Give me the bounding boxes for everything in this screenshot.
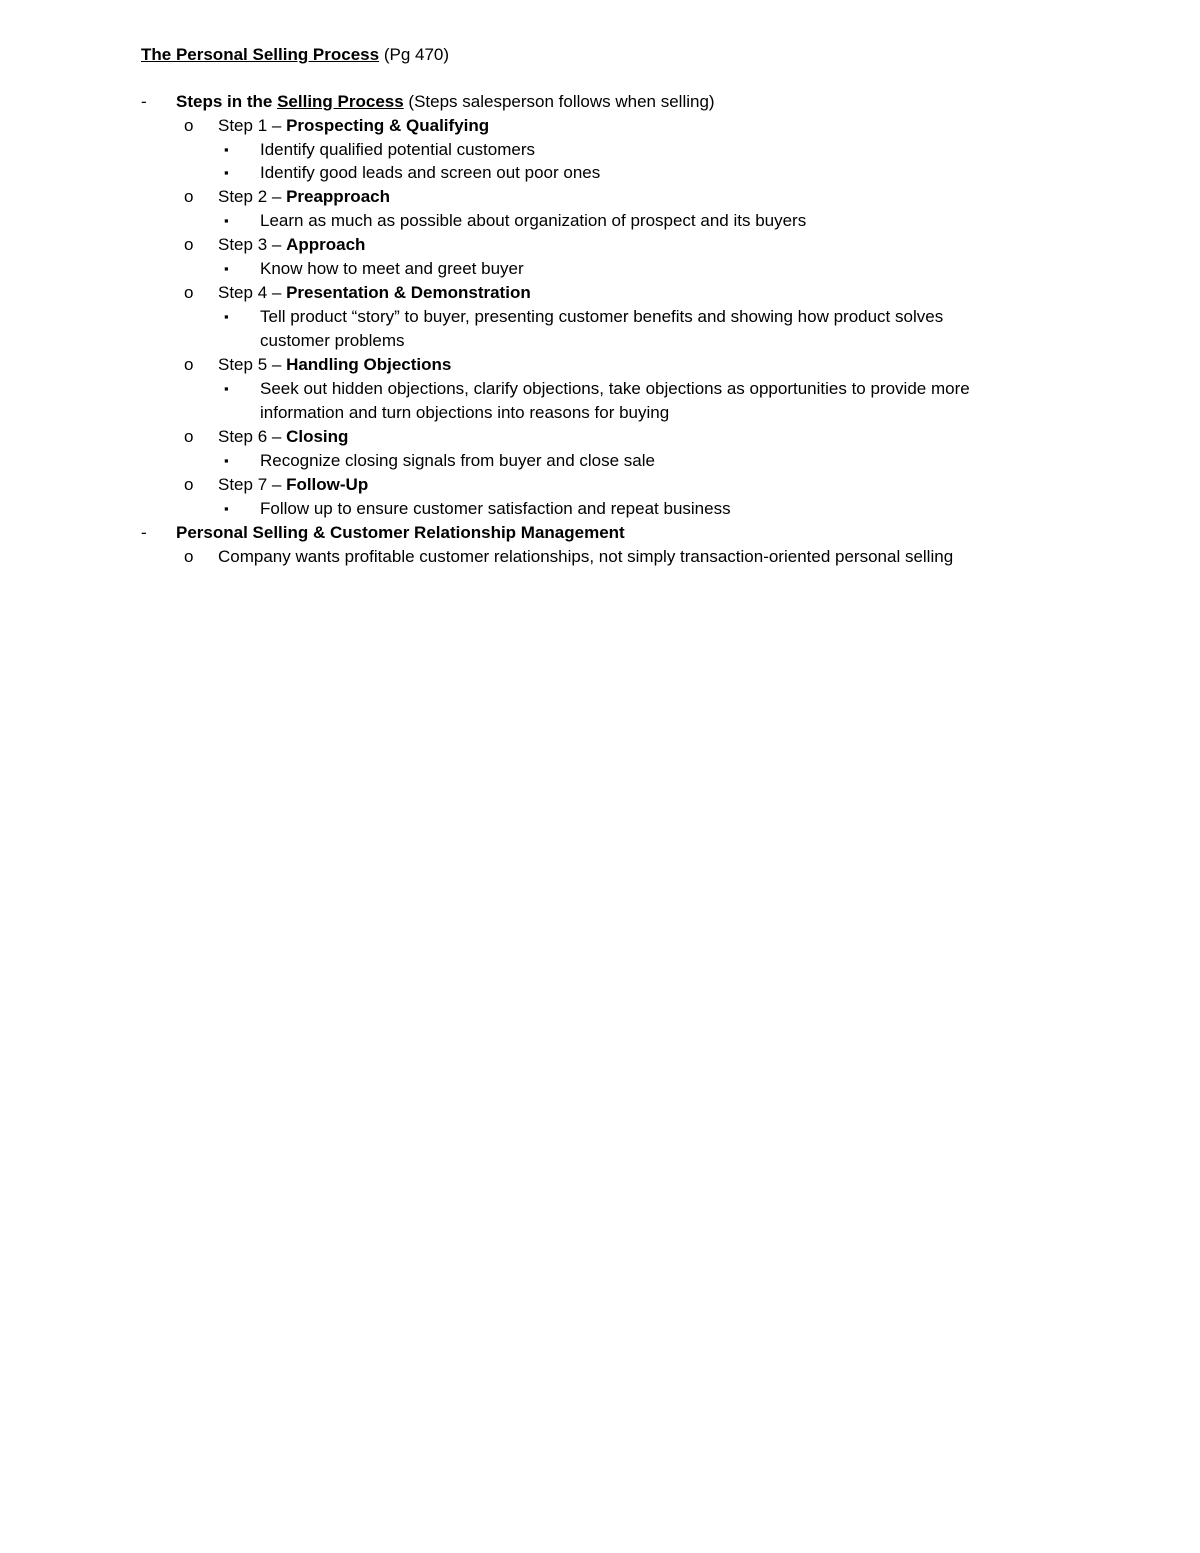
section1-underlined: Selling Process <box>277 92 404 111</box>
list-item <box>0 379 1200 399</box>
square-bullet: ▪ <box>224 309 229 324</box>
step-3 <box>0 235 1200 255</box>
bullet-text: Tell product “story” to buyer, presenting customer benefits and showing how product solves <box>260 307 944 326</box>
step-name: Prospecting & Qualifying <box>286 116 490 135</box>
step-prefix: Step 6 – <box>218 427 287 446</box>
square-bullet: ▪ <box>224 213 229 228</box>
circle-bullet: o <box>184 547 194 566</box>
circle-bullet: o <box>184 116 194 135</box>
step-prefix: Step 2 – <box>218 187 287 206</box>
step-name: Handling Objections <box>286 355 452 374</box>
step-prefix: Step 4 – <box>218 283 287 302</box>
circle-bullet: o <box>184 355 194 374</box>
page-title <box>141 45 449 65</box>
step-7 <box>0 475 1200 495</box>
item-text: Company wants profitable customer relationships, not simply transaction-oriented personal selling <box>218 547 954 566</box>
step-prefix: Step 7 – <box>218 475 287 494</box>
list-item-continuation <box>0 331 1200 351</box>
section2-heading: Personal Selling & Customer Relationship Management <box>176 523 625 542</box>
section-heading-selling-steps <box>0 92 1200 112</box>
title-page-ref: (Pg 470) <box>383 45 450 64</box>
circle-bullet: o <box>184 235 194 254</box>
section-heading-crm <box>0 523 1200 543</box>
list-item <box>0 163 1200 183</box>
step-name: Preapproach <box>286 187 390 206</box>
step-name: Approach <box>286 235 366 254</box>
circle-bullet: o <box>184 283 194 302</box>
list-item-continuation <box>0 403 1200 423</box>
circle-bullet: o <box>184 427 194 446</box>
section1-rest: (Steps salesperson follows when selling) <box>403 92 715 111</box>
step-1 <box>0 116 1200 136</box>
square-bullet: ▪ <box>224 142 229 157</box>
square-bullet: ▪ <box>224 453 229 468</box>
step-6 <box>0 427 1200 447</box>
step-name: Closing <box>286 427 349 446</box>
step-prefix: Step 1 – <box>218 116 287 135</box>
list-item <box>0 211 1200 231</box>
bullet-text-continued: information and turn objections into reasons for buying <box>260 403 670 422</box>
bullet-text: Learn as much as possible about organization of prospect and its buyers <box>260 211 807 230</box>
step-4 <box>0 283 1200 303</box>
list-item <box>0 547 1200 567</box>
list-item <box>0 307 1200 327</box>
list-item <box>0 140 1200 160</box>
list-item <box>0 451 1200 471</box>
step-name: Follow-Up <box>286 475 369 494</box>
square-bullet: ▪ <box>224 261 229 276</box>
bullet-text: Identify qualified potential customers <box>260 140 535 159</box>
bullet-text: Identify good leads and screen out poor ones <box>260 163 601 182</box>
bullet-text: Follow up to ensure customer satisfaction and repeat business <box>260 499 731 518</box>
step-2 <box>0 187 1200 207</box>
step-name: Presentation & Demonstration <box>286 283 531 302</box>
bullet-text: Know how to meet and greet buyer <box>260 259 524 278</box>
dash-marker: - <box>141 523 147 542</box>
list-item <box>0 499 1200 519</box>
square-bullet: ▪ <box>224 501 229 516</box>
bullet-text: Seek out hidden objections, clarify objections, take objections as opportunities to provide more <box>260 379 970 398</box>
list-item <box>0 259 1200 279</box>
title-main: The Personal Selling Process <box>141 45 380 64</box>
circle-bullet: o <box>184 187 194 206</box>
step-prefix: Step 3 – <box>218 235 287 254</box>
step-prefix: Step 5 – <box>218 355 287 374</box>
square-bullet: ▪ <box>224 381 229 396</box>
dash-marker: - <box>141 92 147 111</box>
square-bullet: ▪ <box>224 165 229 180</box>
step-5 <box>0 355 1200 375</box>
section1-lead: Steps in the <box>176 92 278 111</box>
circle-bullet: o <box>184 475 194 494</box>
bullet-text: Recognize closing signals from buyer and close sale <box>260 451 655 470</box>
bullet-text-continued: customer problems <box>260 331 405 350</box>
